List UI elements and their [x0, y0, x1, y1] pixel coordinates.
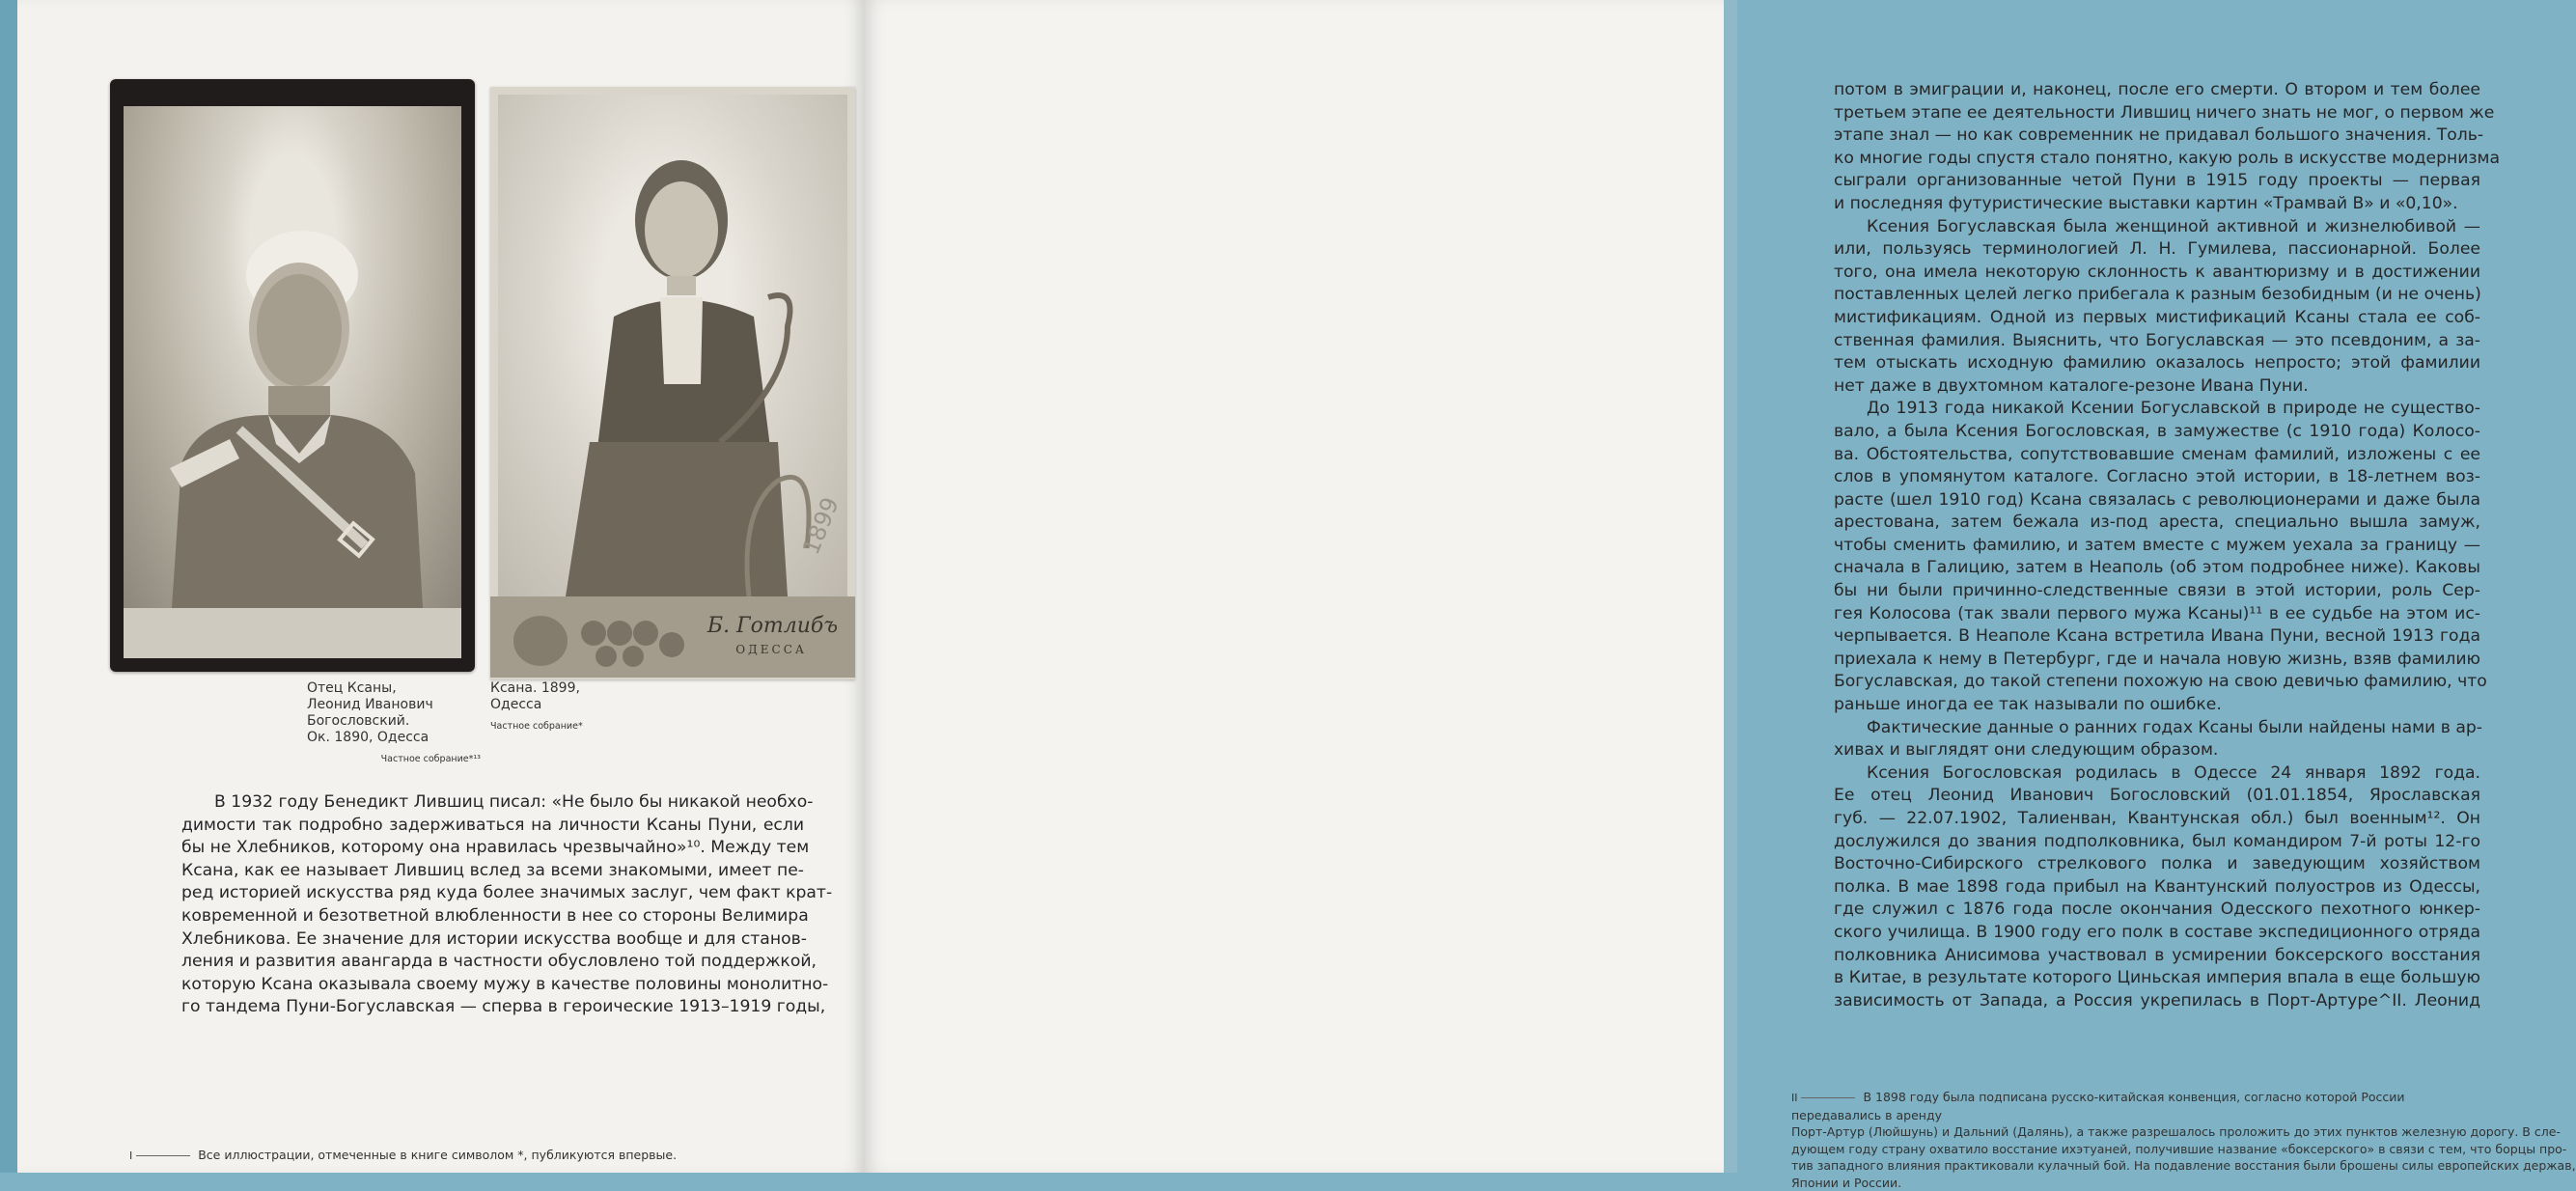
caption-father — [307, 680, 481, 767]
text-line: расте (шел 1910 год) Ксана связалась с революционерами и даже была — [1834, 489, 2480, 512]
text-line: того, она имела некоторую склонность к авантюризму и в достижении — [1834, 262, 2480, 285]
text-line: полковника Анисимова участвовал в усмирении боксерского восстания — [1834, 945, 2480, 968]
right-paragraph — [1834, 717, 2480, 762]
text-line: ского училища. В 1900 году его полк в составе экспедиционного отряда — [1834, 922, 2480, 945]
left-paragraph — [181, 791, 804, 1019]
photo-girl — [490, 87, 855, 679]
footnote-line: В 1898 году была подписана русско-китайская конвенция, согласно которой России передавались в аренду — [1791, 1090, 2405, 1122]
caption-girl-line: Одесса — [490, 697, 683, 713]
text-line: бы не Хлебников, которому она нравилась чрезвычайно»¹⁰. Между тем — [181, 837, 804, 860]
caption-girl-line: Ксана. 1899, — [490, 680, 683, 697]
text-line: сначала в Галицию, затем в Неаполь (об этом подробнее ниже). Каковы — [1834, 557, 2480, 580]
right-page — [863, 0, 1737, 1173]
text-line: Ксения Богуславская была женщиной активной и жизнелюбивой — — [1834, 216, 2480, 239]
text-line: мистификациям. Одной из первых мистификаций Ксаны стала ее соб- — [1834, 307, 2480, 330]
photo-studio-city: ОДЕССА — [735, 643, 807, 656]
text-line: бы ни были причинно-следственные связи в этой истории, роль Сер- — [1834, 580, 2480, 603]
left-page — [17, 0, 863, 1173]
text-line: поставленных целей легко прибегала к разным безобидным (и не очень) — [1834, 284, 2480, 307]
text-line: нет даже в двухтомном каталоге-резоне Ивана Пуни. — [1834, 375, 2480, 399]
portrait-girl-figure — [498, 95, 847, 596]
footnote-line: Порт-Артур (Люйшунь) и Дальний (Далянь), а также разрешалось проложить до этих пунктов железную дорогу. В сле- — [1791, 1123, 2486, 1141]
text-line: полка. В мае 1898 года прибыл на Квантунский полуостров из Одессы, — [1834, 876, 2480, 900]
text-line: потом в эмиграции и, наконец, после его смерти. О втором и тем более — [1834, 79, 2480, 102]
caption-father-line: Леонид Иванович — [307, 697, 481, 713]
text-line: ственная фамилия. Выяснить, что Богуславская — это псевдоним, а за- — [1834, 330, 2480, 353]
photo-girl-image — [498, 95, 847, 596]
text-line: ва. Обстоятельства, сопутствовавшие сменам фамилий, изложены с ее — [1834, 444, 2480, 467]
photo-father — [110, 79, 475, 672]
footnote-rule — [136, 1155, 190, 1156]
text-line: третьем этапе ее деятельности Лившиц ничего знать не мог, о первом же — [1834, 102, 2480, 125]
text-line: зависимость от Запада, а Россия укрепилась в Порт-Артуре^II. Леонид — [1834, 990, 2480, 1013]
text-line: раньше иногда ее так называли по ошибке. — [1834, 694, 2480, 717]
text-line: чтобы сменить фамилию, и затем вместе с мужем уехала за границу — — [1834, 535, 2480, 558]
caption-girl — [490, 680, 683, 734]
text-line: ред историей искусства ряд куда более значимых заслуг, чем факт крат- — [181, 882, 804, 905]
text-line: гея Колосова (так звали первого мужа Ксаны)¹¹ в ее судьбе на этом ис- — [1834, 603, 2480, 626]
photo-year-stamp: 1899 — [797, 493, 845, 558]
text-line: хивах и выглядят они следующим образом. — [1834, 739, 2480, 762]
caption-father-line: Отец Ксаны, — [307, 680, 481, 697]
caption-father-line: Богословский. — [307, 713, 481, 730]
text-line: Богуславская, до такой степени похожую на свою девичью фамилию, что — [1834, 671, 2480, 694]
footnote-right — [1791, 1089, 2486, 1191]
footnote-line: тив западного влияния практиковали кулачный бой. На подавление восстания были брошены силы европейских держав, — [1791, 1157, 2486, 1175]
text-line: Ксана, как ее называет Лившиц вслед за всеми знакомыми, имеет пе- — [181, 860, 804, 883]
text-line: дослужился до звания подполковника, был командиром 7-й роты 12-го — [1834, 831, 2480, 854]
right-paragraph — [1834, 762, 2480, 1013]
text-line: Фактические данные о ранних годах Ксаны были найдены нами в ар- — [1834, 717, 2480, 740]
footnote-left-text: Все иллюстрации, отмеченные в книге символом *, публикуются впервые. — [198, 1148, 677, 1162]
footnote-rule — [1801, 1097, 1855, 1098]
text-line: го тандема Пуни-Богуславская — сперва в героические 1913–1919 годы, — [181, 996, 804, 1019]
right-paragraph — [1834, 398, 2480, 716]
text-line: губ. — 22.07.1902, Талиенван, Квантунская обл.) был военным¹². Он — [1834, 808, 2480, 831]
text-line: или, пользуясь терминологией Л. Н. Гумилева, пассионарной. Более — [1834, 238, 2480, 262]
footnote-right-mark: II — [1791, 1092, 1798, 1104]
text-line: Ксения Богословская родилась в Одессе 24 января 1892 года. — [1834, 762, 2480, 786]
studio-crest-icon — [502, 604, 695, 672]
footnote-left-mark: I — [129, 1149, 132, 1162]
caption-father-line: Ок. 1890, Одесса — [307, 730, 481, 746]
right-body-text — [1834, 79, 2480, 1012]
caption-girl-credit: Частное собрание* — [490, 718, 683, 734]
text-line: Восточно-Сибирского стрелкового полка и заведующим хозяйством — [1834, 853, 2480, 876]
text-line: ковременной и безответной влюбленности в нее со стороны Велимира — [181, 905, 804, 928]
right-paragraph — [1834, 79, 2480, 216]
text-line: приехала к нему в Петербург, где и начала новую жизнь, взяв фамилию — [1834, 649, 2480, 672]
text-line: тем отыскать исходную фамилию оказалось непросто; этой фамилии — [1834, 352, 2480, 375]
text-line: и последняя футуристические выставки картин «Трамвай В» и «0,10». — [1834, 193, 2480, 216]
text-line: ко многие годы спустя стало понятно, какую роль в искусстве модернизма — [1834, 148, 2480, 171]
left-body-text — [181, 791, 804, 1019]
photo-father-image — [124, 106, 461, 608]
photo-father-mount — [124, 608, 461, 658]
book-edge-left — [0, 0, 17, 1173]
right-paragraph — [1834, 216, 2480, 399]
text-line: черпывается. В Неаполе Ксана встретила Ивана Пуни, весной 1913 года — [1834, 625, 2480, 649]
text-line: где служил с 1876 года после окончания Одесского пехотного юнкер- — [1834, 899, 2480, 922]
text-line: вало, а была Ксения Богословская, в замужестве (с 1910 года) Колосо- — [1834, 421, 2480, 444]
book-edge-right — [1724, 0, 1737, 1173]
text-line: слов в упомянутом каталоге. Согласно этой истории, в 18-летнем воз- — [1834, 466, 2480, 489]
text-line: в Китае, в результате которого Циньская империя впала в еще большую — [1834, 967, 2480, 990]
photo-studio-name: Б. Готлибъ — [707, 614, 838, 638]
text-line: ления и развития авангарда в частности обусловлено той поддержкой, — [181, 951, 804, 974]
text-line: В 1932 году Бенедикт Лившиц писал: «Не было бы никакой необхо- — [181, 791, 804, 815]
footnote-line: дующем году страну охватило восстание ихэтуаней, получившие название «боксерского» в связи с тем, что борцы про- — [1791, 1141, 2486, 1158]
text-line: арестована, затем бежала из-под ареста, специально вышла замуж, — [1834, 512, 2480, 535]
text-line: сыграли организованные четой Пуни в 1915 году проекты — первая — [1834, 170, 2480, 193]
text-line: Ее отец Леонид Иванович Богословский (01.01.1854, Ярославская — [1834, 785, 2480, 808]
text-line: димости так подробно задерживаться на личности Ксаны Пуни, если — [181, 815, 804, 838]
text-line: До 1913 года никакой Ксении Богуславской в природе не существо- — [1834, 398, 2480, 421]
footnote-line: Японии и России. — [1791, 1175, 2486, 1191]
text-line: этапе знал — но как современник не придавал большого значения. Толь- — [1834, 125, 2480, 148]
text-line: которую Ксана оказывала своему мужу в качестве половины монолитно- — [181, 974, 804, 997]
text-line: Хлебникова. Ее значение для истории искусства вообще и для станов- — [181, 928, 804, 952]
portrait-figure — [162, 222, 423, 608]
footnote-left — [129, 1147, 670, 1165]
caption-father-credit: Частное собрание*¹³ — [307, 751, 481, 767]
